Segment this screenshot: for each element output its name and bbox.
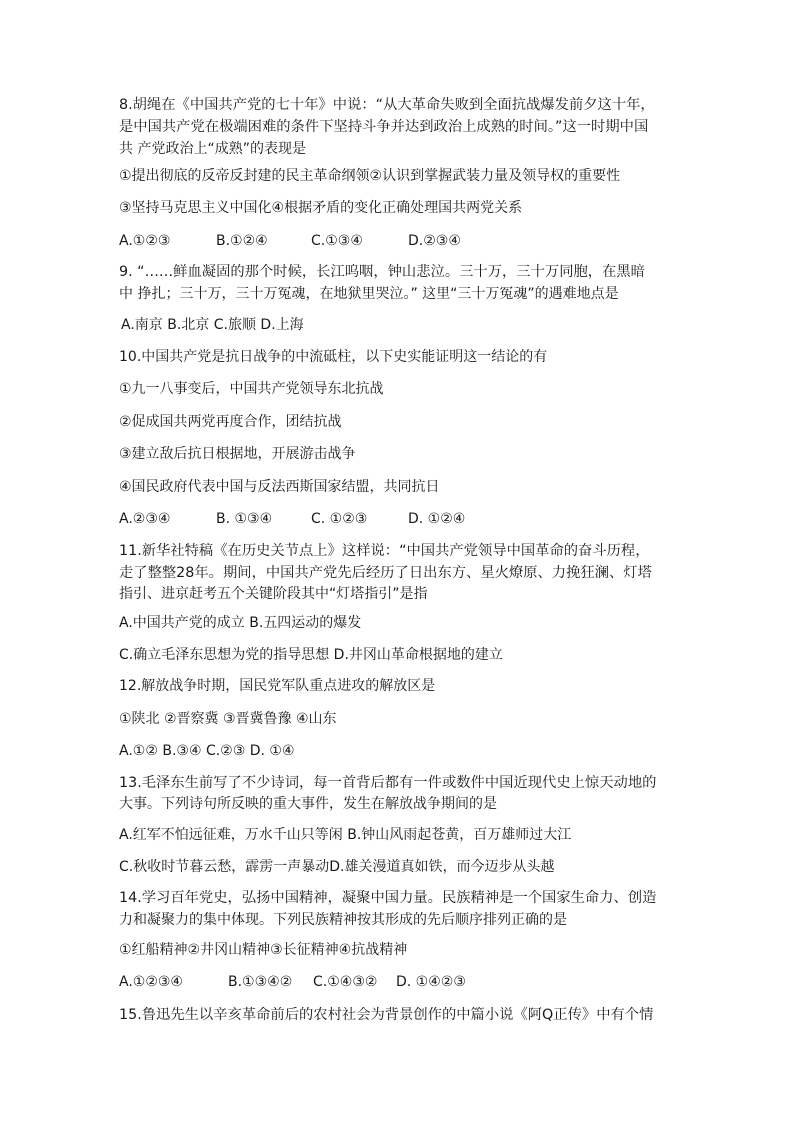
q14-option-d: D. ①④②③ (396, 974, 466, 990)
q14-option-b: B.①③④② (228, 974, 293, 990)
q10-option-d: D. ①②④ (408, 511, 466, 527)
q8-stem-line-3: 共 产党政治上“成熟”的表现是 (119, 141, 306, 157)
q11-stem-line-2: 走了整整28年。期间，中国共产党先后经历了日出东方、星火燎原、力挽狂澜、灯塔 (119, 565, 652, 581)
q12-items: ①陕北 ②晋察冀 ③晋冀鲁豫 ④山东 (119, 711, 337, 727)
q10-option-c: C. ①②③ (311, 511, 368, 527)
q10-option-b: B. ①③④ (216, 511, 273, 527)
q8-stem-line-1: 8.胡绳在《中国共产党的七十年》中说：“从大革命失败到全面抗战爆发前夕这十年， (119, 97, 655, 113)
q11-stem-line-3: 指引、进京赶考五个关键阶段其中“灯塔指引”是指 (119, 586, 428, 602)
q8-option-d: D.②③④ (408, 233, 461, 249)
q8-option-c: C.①③④ (311, 233, 363, 249)
q15-stem-line-1: 15.鲁迅先生以辛亥革命前后的农村社会为背景创作的中篇小说《阿Q正传》中有个情 (119, 1007, 654, 1023)
q10-item-2: ②促成国共两党再度合作，团结抗战 (119, 414, 342, 430)
q14-option-a: A.①②③④ (119, 974, 183, 990)
q10-option-a: A.②③④ (119, 511, 171, 527)
q13-stem-line-1: 13.毛泽东生前写了不少诗词，每一首背后都有一件或数件中国近现代史上惊天动地的 (119, 775, 657, 791)
q14-stem-line-1: 14.学习百年党史，弘扬中国精神，凝聚中国力量。民族精神是一个国家生命力、创造 (119, 890, 657, 906)
q8-stem-line-2: 是中国共产党在极端困难的条件下坚持斗争并达到政治上成熟的时间。”这一时期中国 (119, 119, 649, 135)
q9-stem-line-2: 中 挣扎；三十万，三十万冤魂，在地狱里哭泣。” 这里“三十万冤魂”的遇难地点是 (119, 286, 619, 302)
q10-item-4: ④国民政府代表中国与反法西斯国家结盟，共同抗日 (119, 479, 440, 495)
q13-option-line-1: A.红军不怕远征难，万水千山只等闲 B.钟山风雨起苍黄，百万雄师过大江 (119, 827, 572, 843)
q14-option-c: C.①④③② (313, 974, 378, 990)
q12-stem: 12.解放战争时期，国民党军队重点进攻的解放区是 (119, 678, 436, 694)
q14-items: ①红船精神②井冈山精神③长征精神④抗战精神 (119, 942, 408, 958)
q11-stem-line-1: 11.新华社特稿《在历史关节点上》这样说：“中国共产党领导中国革命的奋斗历程， (119, 543, 650, 559)
q11-option-line-1: A.中国共产党的成立 B.五四运动的爆发 (119, 615, 362, 631)
q13-stem-line-2: 大事。下列诗句所反映的重大事件，发生在解放战争期间的是 (119, 796, 497, 812)
q12-options: A.①② B.③④ C.②③ D. ①④ (119, 743, 295, 759)
q10-item-3: ③建立敌后抗日根据地，开展游击战争 (119, 446, 356, 462)
q14-stem-line-2: 力和凝聚力的集中体现。下列民族精神按其形成的先后顺序排列正确的是 (119, 912, 567, 928)
q8-item-line-2: ③坚持马克思主义中国化④根据矛盾的变化正确处理国共两党关系 (119, 200, 523, 216)
q8-item-line-1: ①提出彻底的反帝反封建的民主革命纲领②认识到掌握武装力量及领导权的重要性 (119, 168, 621, 184)
q8-option-a: A.①②③ (119, 233, 171, 249)
q8-option-b: B.①②④ (216, 233, 268, 249)
q9-options: A.南京 B.北京 C.旅顺 D.上海 (121, 317, 304, 333)
q9-stem-line-1: 9. “……鲜血凝固的那个时候，长江呜咽，钟山悲泣。三十万，三十万同胞，在黑暗 (119, 264, 645, 280)
q13-option-line-2: C.秋收时节暮云愁，霹雳一声暴动D.雄关漫道真如铁，而今迈步从头越 (119, 859, 555, 875)
q10-stem: 10.中国共产党是抗日战争的中流砥柱，以下史实能证明这一结论的有 (119, 349, 548, 365)
q10-item-1: ①九一八事变后，中国共产党领导东北抗战 (119, 381, 384, 397)
q11-option-line-2: C.确立毛泽东思想为党的指导思想 D.井冈山革命根据地的建立 (119, 647, 503, 663)
